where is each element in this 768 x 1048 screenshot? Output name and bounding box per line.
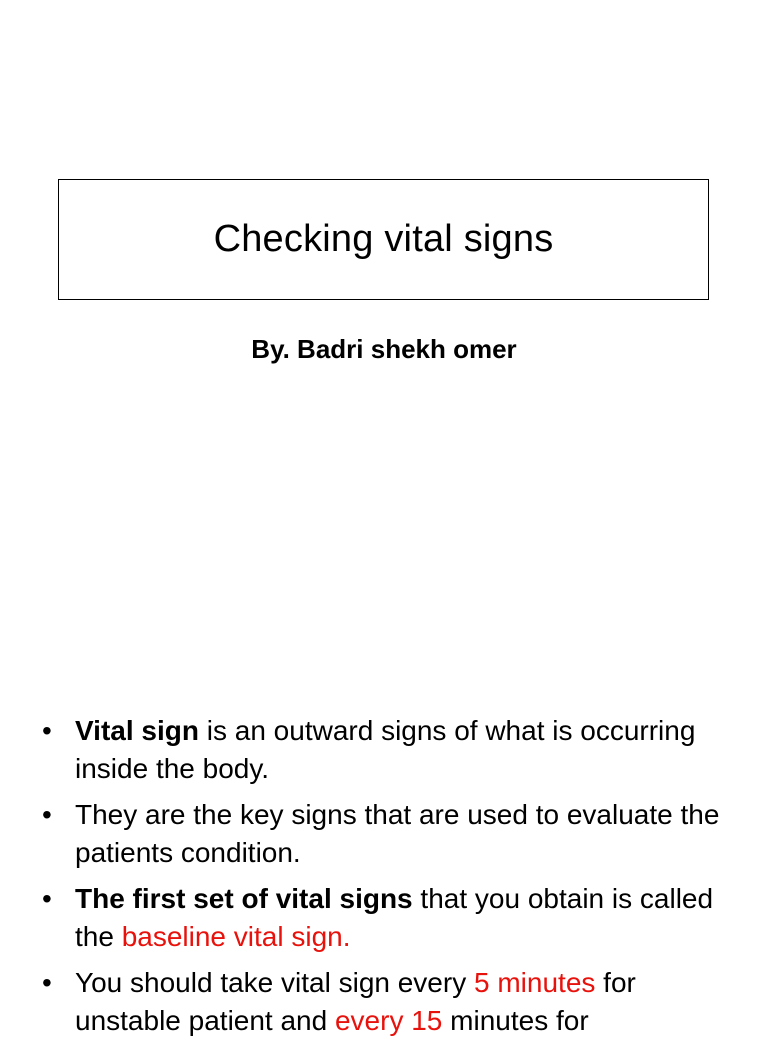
bullet-icon: • [42, 715, 52, 746]
bullet-item-frequency [42, 964, 742, 1040]
bullet-list [42, 712, 742, 1048]
bullet-highlight: 5 minutes [474, 967, 596, 998]
bullet-text: for unstable patient and [75, 967, 636, 1036]
bullet-item-key-signs [42, 796, 742, 872]
bullet-text: You should take vital sign every [75, 967, 474, 998]
bullet-item-baseline [42, 880, 742, 956]
bullet-bold-term: The first set of vital signs [75, 883, 413, 914]
slide-title: Checking vital signs [213, 218, 554, 260]
bullet-icon: • [42, 799, 52, 830]
author-line: By. Badri shekh omer [251, 334, 517, 364]
bullet-icon: • [42, 883, 52, 914]
bullet-item-vital-sign [42, 712, 742, 788]
bullet-bold-term: Vital sign [75, 715, 199, 746]
bullet-text: is an outward signs of what is occurring inside the body. [75, 715, 696, 784]
bullet-text: They are the key signs that are used to evaluate the patients condition. [75, 799, 720, 868]
bullet-highlight: baseline vital sign. [121, 921, 351, 952]
title-box [58, 179, 709, 300]
bullet-text: minutes for [442, 1005, 589, 1036]
bullet-text: that you obtain is called the [75, 883, 714, 952]
bullet-icon: • [42, 967, 52, 998]
bullet-highlight: every 15 [334, 1005, 443, 1036]
